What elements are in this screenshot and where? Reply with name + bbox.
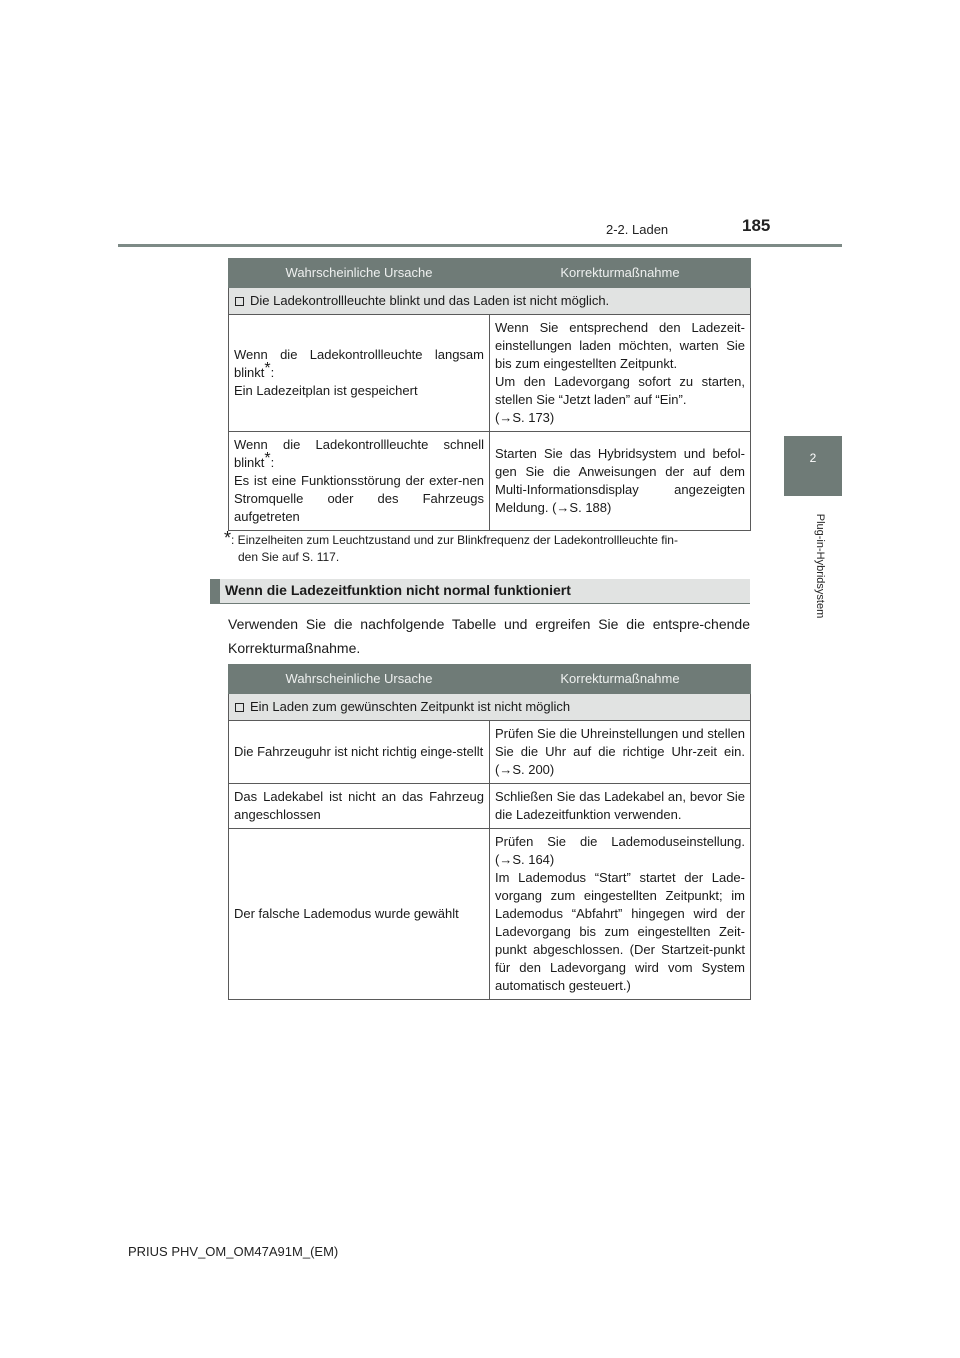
footnote-marker: * (224, 528, 232, 548)
table-band-row (229, 694, 751, 721)
cause-cell: Der falsche Lademodus wurde gewählt (229, 829, 490, 1000)
checkbox-square-icon (235, 297, 244, 306)
table-row (229, 829, 751, 1000)
footnote (224, 530, 752, 566)
page-number: 185 (742, 216, 771, 235)
cause-cell: Die Fahrzeuguhr ist nicht richtig einge-stellt (229, 721, 490, 784)
action-cell: Starten Sie das Hybridsystem und befol-gen Sie die Anweisungen der auf dem Multi-Informationsdisplay angezeigten Meldung. (→S. 188) (490, 432, 751, 531)
cause-detail: Es ist eine Funktionsstörung der exter-nen Stromquelle oder des Fahrzeugs aufgetreten (234, 473, 484, 524)
cause-cell (229, 315, 490, 432)
column-header-action: Korrekturmaßnahme (490, 665, 751, 694)
section-heading (210, 579, 750, 604)
action-cell: Prüfen Sie die Uhreinstellungen und stellen Sie die Uhr auf die richtige Uhr-zeit ein. (→S. 200) (490, 721, 751, 784)
cause-text: Wenn die Ladekontrollleuchte langsam blinkt (234, 347, 484, 380)
chapter-tab-number: 2 (809, 451, 817, 465)
column-header-action: Korrekturmaßnahme (490, 259, 751, 288)
section-heading-title: Wenn die Ladezeitfunktion nicht normal funktioniert (225, 582, 571, 598)
table-row (229, 315, 751, 432)
table-band (229, 694, 751, 721)
cause-detail: Ein Ladezeitplan ist gespeichert (234, 383, 418, 398)
section-heading-marker (210, 579, 220, 604)
table-header-row (229, 665, 751, 694)
table-band-row (229, 288, 751, 315)
column-header-cause: Wahrscheinliche Ursache (229, 259, 490, 288)
charging-timer-table (228, 664, 751, 1000)
action-text-2: Um den Ladevorgang sofort zu starten, stellen Sie “Jetzt laden” auf “Ein”. (495, 374, 745, 407)
action-text: Prüfen Sie die Lademoduseinstellung. (→S. 164) (495, 834, 745, 867)
cause-colon: : (270, 365, 275, 380)
footnote-text: : Einzelheiten zum Leuchtzustand und zur Blinkfrequenz der Ladekontrollleuchte fin- (231, 533, 678, 547)
chapter-tab (784, 436, 842, 496)
action-text-2: Im Lademodus “Start” startet der Lade-vorgang zum eingestellten Zeitpunkt; im Lademodus “Abfahrt” hingegen wird der Ladevorgang bis zum eingestellten Zeit-punkt abgeschlossen. (Der Startzeit-punkt für den Ladevorgang wird vom System automatisch gesteuert.) (495, 870, 745, 993)
footnote-text-continued: den Sie auf S. 117. (238, 550, 340, 564)
cause-text: Wenn die Ladekontrollleuchte schnell blinkt (234, 437, 484, 470)
table-row (229, 784, 751, 829)
table-band-text: Die Ladekontrollleuchte blinkt und das Laden ist nicht möglich. (250, 293, 610, 308)
footnote-star: * (264, 450, 271, 467)
action-text: Wenn Sie entsprechend den Ladezeit-einstellungen laden möchten, warten Sie bis zum eingestellten Zeitpunkt. (495, 320, 745, 371)
document-id: PRIUS PHV_OM_OM47A91M_(EM) (128, 1244, 339, 1259)
column-header-cause: Wahrscheinliche Ursache (229, 665, 490, 694)
footnote-star: * (264, 360, 271, 377)
header-section-title: 2-2. Laden (606, 222, 669, 237)
table-row (229, 721, 751, 784)
intro-paragraph: Verwenden Sie die nachfolgende Tabelle und ergreifen Sie die entspre-chende Korrekturmaßnahme. (228, 616, 750, 656)
page-reference: (→S. 173) (495, 410, 555, 425)
chapter-tab-title-text: Plug-in-Hybridsystem (814, 513, 826, 619)
charging-light-table (228, 258, 751, 531)
action-cell (490, 829, 751, 1000)
table-row (229, 432, 751, 531)
cause-cell: Das Ladekabel ist nicht an das Fahrzeug angeschlossen (229, 784, 490, 829)
action-cell: Schließen Sie das Ladekabel an, bevor Sie die Ladezeitfunktion verwenden. (490, 784, 751, 829)
table-header-row (229, 259, 751, 288)
header-rule (118, 244, 842, 247)
chapter-tab-title (813, 502, 827, 632)
checkbox-square-icon (235, 703, 244, 712)
table-band-text: Ein Laden zum gewünschten Zeitpunkt ist nicht möglich (250, 699, 571, 714)
cause-colon: : (270, 455, 275, 470)
table-band (229, 288, 751, 315)
action-cell (490, 315, 751, 432)
cause-cell (229, 432, 490, 531)
